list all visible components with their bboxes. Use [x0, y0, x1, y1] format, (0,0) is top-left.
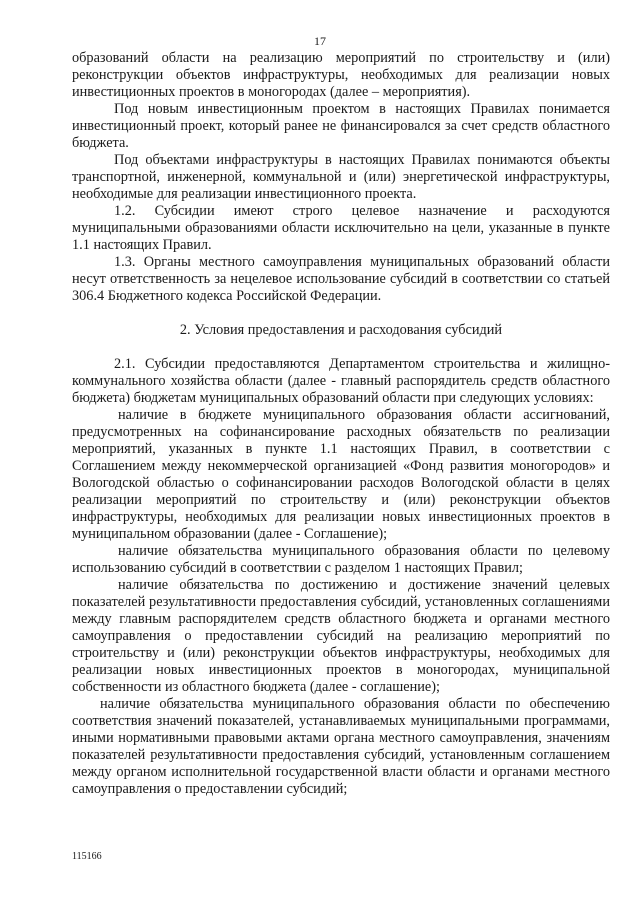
condition-target-use: наличие обязательства муниципального образования области по целевому использованию субсидий в соответствии с разделом 1 настоящих Правил;: [72, 543, 610, 576]
paragraph-continuation: образований области на реализацию мероприятий по строительству и (или) реконструкции объектов инфраструктуры, необходимых для реализации новых инвестиционных проектов в моногородах (далее – мероприятия).: [72, 50, 610, 100]
paragraph-new-project-definition: Под новым инвестиционным проектом в настоящих Правилах понимается инвестиционный проект, который ранее не финансировался за счет средств областного бюджета.: [72, 101, 610, 151]
condition-indicator-compliance: наличие обязательства муниципального образования области по обеспечению соответствия значений показателей, устанавливаемых муниципальными программами, иными нормативными правовыми актами органа местного самоуправления, значениям показателей результативности предоставления субсидий, установленным соглашением между органом исполнительной государственной власти области и органами местного самоуправления о предоставлении субсидий;: [72, 696, 610, 797]
condition-performance-indicators: наличие обязательства по достижению и достижение значений целевых показателей результативности предоставления субсидий, установленных соглашениями между главным распорядителем средств областного бюджета и органами местного самоуправления о предоставлении субсидий на реализацию мероприятий по строительству и (или) реконструкции объектов инфраструктуры, необходимых для реализации новых инвестиционных проектов в моногородах, муниципальной собственности из областного бюджета (далее - соглашение);: [72, 577, 610, 695]
paragraph-2-1: 2.1. Субсидии предоставляются Департаментом строительства и жилищно-коммунального хозяйства области (далее - главный распорядитель средств областного бюджета) бюджетам муниципальных образований области при следующих условиях:: [72, 356, 610, 406]
footer-document-code: 115166: [72, 851, 102, 862]
page-number: 17: [314, 34, 326, 48]
document-body: [72, 50, 610, 798]
paragraph-1-2: 1.2. Субсидии имеют строго целевое назначение и расходуются муниципальными образованиями области исключительно на цели, указанные в пункте 1.1 настоящих Правил.: [72, 203, 610, 253]
section-heading: 2. Условия предоставления и расходования субсидий: [179, 322, 503, 338]
paragraph-1-3: 1.3. Органы местного самоуправления муниципальных образований области несут ответственность за нецелевое использование субсидий в соответствии со статьей 306.4 Бюджетного кодекса Российской Федерации.: [72, 254, 610, 304]
paragraph-infrastructure-definition: Под объектами инфраструктуры в настоящих Правилах понимаются объекты транспортной, инженерной, коммунальной и (или) энергетической инфраструктуры, необходимые для реализации инвестиционного проекта.: [72, 152, 610, 202]
condition-appropriations: наличие в бюджете муниципального образования области ассигнований, предусмотренных на софинансирование расходных обязательств по реализации мероприятий, указанных в пункте 1.1 настоящих Правил, в соответствии с Соглашением между некоммерческой организацией «Фонд развития моногородов» и Вологодской областью о софинансировании расходов Вологодской области в целях реализации мероприятий по строительству и (или) реконструкции объектов инфраструктуры, необходимых для реализации новых инвестиционных проектов в муниципальном образовании (далее - Соглашение);: [72, 407, 610, 542]
